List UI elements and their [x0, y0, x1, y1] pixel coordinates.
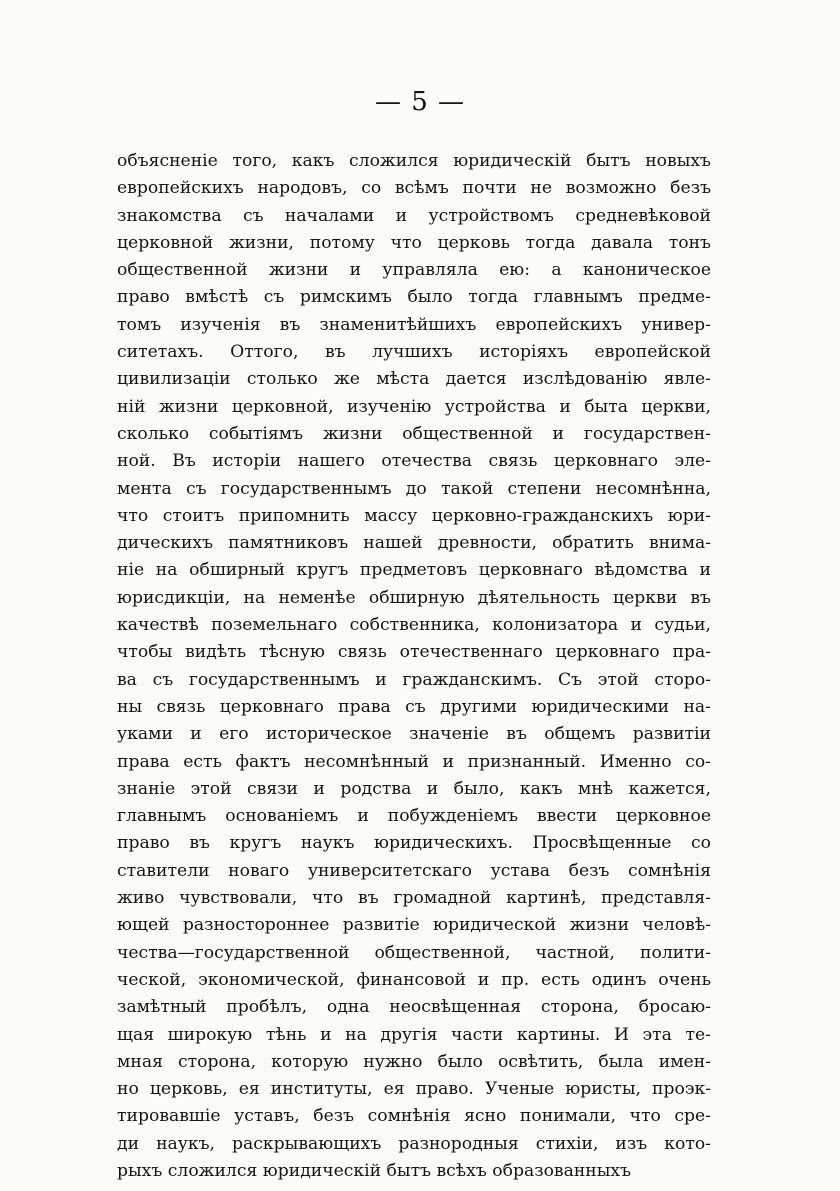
text-line: главнымъ основаніемъ и побужденіемъ ввести церковное [117, 806, 711, 827]
text-line: ной. Въ исторіи нашего отечества связь церковнаго эле- [117, 451, 711, 472]
text-line: ніе на обширный кругъ предметовъ церковнаго вѣдомства и [117, 560, 711, 581]
text-line: чтобы видѣть тѣсную связь отечественнаго церковнаго пра- [117, 642, 711, 663]
text-line: чества—государственной общественной, частной, полити- [117, 942, 711, 963]
text-line: юрисдикціи, на неменѣе обширную дѣятельность церкви въ [117, 587, 711, 608]
text-line: объясненіе того, какъ сложился юридическій бытъ новыхъ [117, 151, 711, 171]
text-line: право въ кругъ наукъ юридическихъ. Просвѣщенные со [117, 833, 711, 854]
text-line: права есть фактъ несомнѣнный и признанный. Именно со- [117, 751, 711, 772]
text-line: мная сторона, которую нужно было освѣтить, была имен- [117, 1051, 711, 1072]
text-line: уками и его историческое значеніе въ общемъ развитіи [117, 724, 711, 745]
text-line: знакомства съ началами и устройствомъ средневѣковой [117, 205, 711, 226]
text-line: ющей разностороннее развитіе юридической жизни человѣ- [117, 915, 711, 936]
text-line: дическихъ памятниковъ нашей древности, обратить внима- [117, 533, 711, 554]
text-line: ва съ государственнымъ и гражданскимъ. Съ этой сторо- [117, 669, 711, 690]
body-text [117, 148, 711, 1185]
text-line: европейскихъ народовъ, со всѣмъ почти не возможно безъ [117, 178, 711, 199]
text-line: качествѣ поземельнаго собственника, колонизатора и судьи, [117, 615, 711, 636]
page-number: — 5 — [374, 87, 466, 117]
text-line: общественной жизни и управляла ею: а каноническое [117, 260, 711, 281]
text-line: ставители новаго университетскаго устава безъ сомнѣнія [117, 860, 711, 881]
text-line: знаніе этой связи и родства и было, какъ мнѣ кажется, [117, 778, 711, 799]
text-line: замѣтный пробѣлъ, одна неосвѣщенная сторона, бросаю- [117, 997, 711, 1018]
text-line: томъ изученія въ знаменитѣйшихъ европейскихъ универ- [117, 314, 711, 335]
text-line: тировавшіе уставъ, безъ сомнѣнія ясно понимали, что сре- [117, 1106, 711, 1127]
text-line: церковной жизни, потому что церковь тогда давала тонъ [117, 232, 711, 253]
text-line: ди наукъ, раскрывающихъ разнородныя стихіи, изъ кото- [117, 1133, 711, 1154]
text-line: щая широкую тѣнь и на другія части картины. И эта те- [117, 1024, 711, 1045]
text-line: но церковь, ея институты, ея право. Ученые юристы, проэк- [117, 1079, 711, 1100]
text-line: сколько событіямъ жизни общественной и государствен- [117, 423, 711, 444]
text-line: рыхъ сложился юридическій бытъ всѣхъ образованныхъ [117, 1160, 632, 1181]
text-line: право вмѣстѣ съ римскимъ было тогда главнымъ предме- [117, 287, 711, 308]
text-line: мента съ государственнымъ до такой степени несомнѣнна, [117, 478, 711, 499]
text-line: ситетахъ. Оттого, въ лучшихъ исторіяхъ европейской [117, 342, 711, 363]
text-line: живо чувствовали, что въ громадной картинѣ, представля- [117, 888, 711, 909]
text-line: ній жизни церковной, изученію устройства и быта церкви, [117, 396, 711, 417]
text-line: ческой, экономической, финансовой и пр. есть одинъ очень [117, 969, 711, 990]
text-line: что стоитъ припомнить массу церковно-гражданскихъ юри- [117, 505, 711, 526]
text-line: цивилизаціи столько же мѣста дается изслѣдованію явле- [117, 369, 711, 390]
text-line: ны связь церковнаго права съ другими юридическими на- [117, 696, 711, 717]
